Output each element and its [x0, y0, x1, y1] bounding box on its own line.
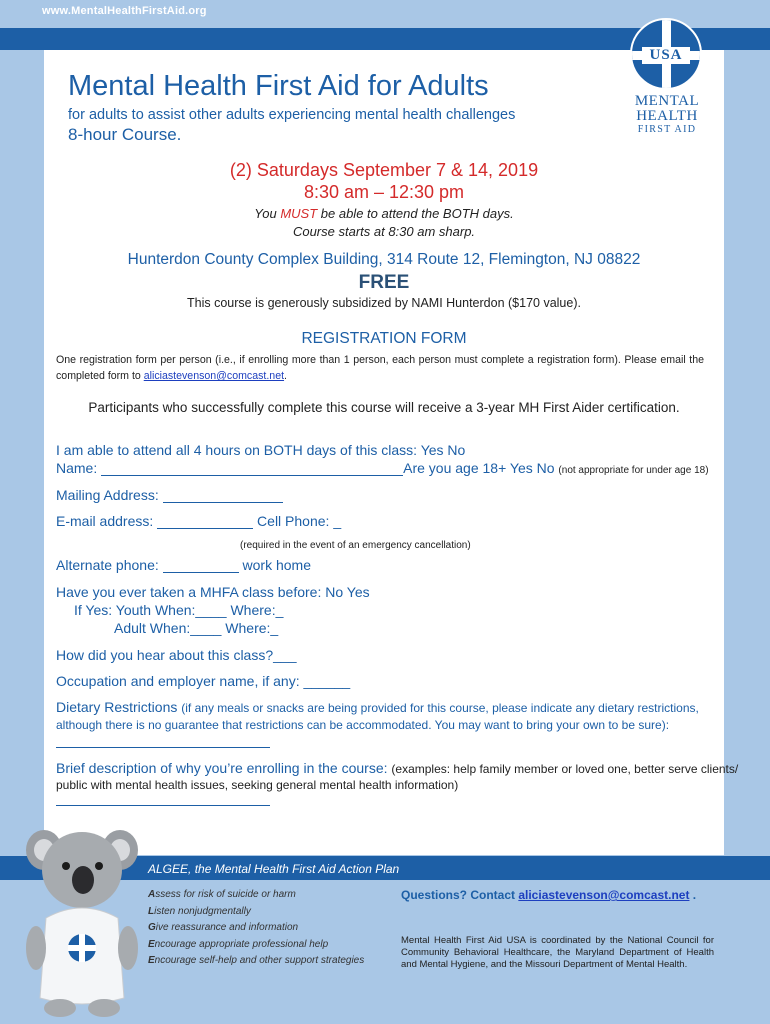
- location: Hunterdon County Complex Building, 314 Route 12, Flemington, NJ 08822: [127, 251, 641, 268]
- alt-phone-row: Alternate phone: work home: [56, 557, 311, 573]
- cell-note: (required in the event of an emergency cancellation): [240, 540, 471, 551]
- attend-question[interactable]: I am able to attend all 4 hours on BOTH days of this class: Yes No: [56, 442, 466, 458]
- algee-list: [148, 887, 364, 970]
- registration-heading: REGISTRATION FORM: [301, 330, 467, 347]
- coordination-note: Mental Health First Aid USA is coordinated by the National Council for Community Behavioral Healthcare, the Maryland Department of Health and Mental Hygiene, and the Missouri Department of Mental Health.: [401, 935, 714, 970]
- name-row: Name: Are you age 18+ Yes No (not appropriate for under age 18): [56, 460, 709, 476]
- dietary-question: Dietary Restrictions (if any meals or snacks are being provided for this course, please indicate any dietary restrictions,: [56, 699, 699, 715]
- mailing-address-field[interactable]: [163, 489, 283, 503]
- must-word: MUST: [280, 206, 318, 221]
- youth-row[interactable]: If Yes: Youth When:____ Where:_: [74, 602, 284, 618]
- algee-item: Encourage appropriate professional help: [148, 938, 329, 950]
- mhfa-logo: [630, 18, 704, 135]
- course-length: 8-hour Course.: [68, 125, 182, 144]
- logo-text-first-aid: FIRST AID: [637, 124, 697, 135]
- start-note: Course starts at 8:30 am sharp.: [292, 224, 476, 239]
- reason-question: Brief description of why you’re enrolling in the course: (examples: help family member or loved one, better serve clients/: [56, 760, 739, 776]
- occupation-question[interactable]: Occupation and employer name, if any: ______: [56, 673, 351, 689]
- registration-email-link[interactable]: aliciastevenson@comcast.net: [143, 370, 285, 382]
- algee-item: Listen nonjudgmentally: [148, 905, 251, 917]
- subsidy-note: This course is generously subsidized by NAMI Hunterdon ($170 value).: [187, 296, 581, 310]
- page-title: Mental Health First Aid for Adults: [68, 70, 489, 102]
- name-field[interactable]: [101, 462, 403, 476]
- algee-item: Assess for risk of suicide or harm: [148, 889, 296, 900]
- cell-phone-label[interactable]: Cell Phone: _: [253, 513, 342, 529]
- reason-answer-line[interactable]: [56, 805, 270, 806]
- logo-text-health: HEALTH: [636, 108, 698, 124]
- reason-question-cont: public with mental health issues, seeking general mental health information): [56, 778, 459, 792]
- schedule-dates: (2) Saturdays September 7 & 14, 2019: [229, 160, 539, 180]
- algee-item: Give reassurance and information: [148, 922, 299, 933]
- alt-phone-field[interactable]: [163, 559, 239, 573]
- koala-mascot-icon: [26, 828, 138, 1018]
- alt-phone-options[interactable]: work home: [238, 557, 311, 573]
- dietary-question-cont: although there is no guarantee that restrictions can be accommodated. You may want to bring your own to be sure):: [56, 718, 670, 732]
- certification-note: Participants who successfully complete this course will receive a 3-year MH First Aider certification.: [88, 400, 680, 415]
- algee-item: Encourage self-help and other support strategies: [148, 955, 365, 966]
- adult-row[interactable]: Adult When:____ Where:_: [114, 620, 279, 636]
- contact-line: Questions? Contact aliciastevenson@comcast.net .: [401, 888, 697, 902]
- mhfa-question[interactable]: Have you ever taken a MHFA class before: No Yes: [56, 584, 370, 600]
- hear-question[interactable]: How did you hear about this class?___: [56, 647, 297, 663]
- must-attend-note: You MUST be able to attend the BOTH days.: [254, 206, 514, 221]
- subtitle: for adults to assist other adults experiencing mental health challenges: [68, 107, 516, 123]
- contact-email-link[interactable]: aliciastevenson@comcast.net: [518, 888, 690, 902]
- registration-instructions: One registration form per person (i.e., if enrolling more than 1 person, each person must complete a registration form). Please email the completed form to aliciastevenson@comcast.net.: [56, 354, 704, 382]
- logo-cross-icon: [630, 18, 702, 90]
- email-field[interactable]: [157, 515, 253, 529]
- dietary-answer-line[interactable]: [56, 747, 270, 748]
- logo-usa: USA: [642, 47, 690, 64]
- schedule-time: 8:30 am – 12:30 pm: [303, 182, 465, 202]
- email-row: E-mail address: Cell Phone: _: [56, 513, 342, 529]
- price: FREE: [358, 272, 410, 293]
- algee-heading: ALGEE, the Mental Health First Aid Action Plan: [148, 862, 400, 876]
- logo-text-mental: MENTAL: [634, 93, 700, 109]
- mailing-row: Mailing Address:: [56, 487, 283, 503]
- site-url[interactable]: www.MentalHealthFirstAid.org: [42, 5, 207, 17]
